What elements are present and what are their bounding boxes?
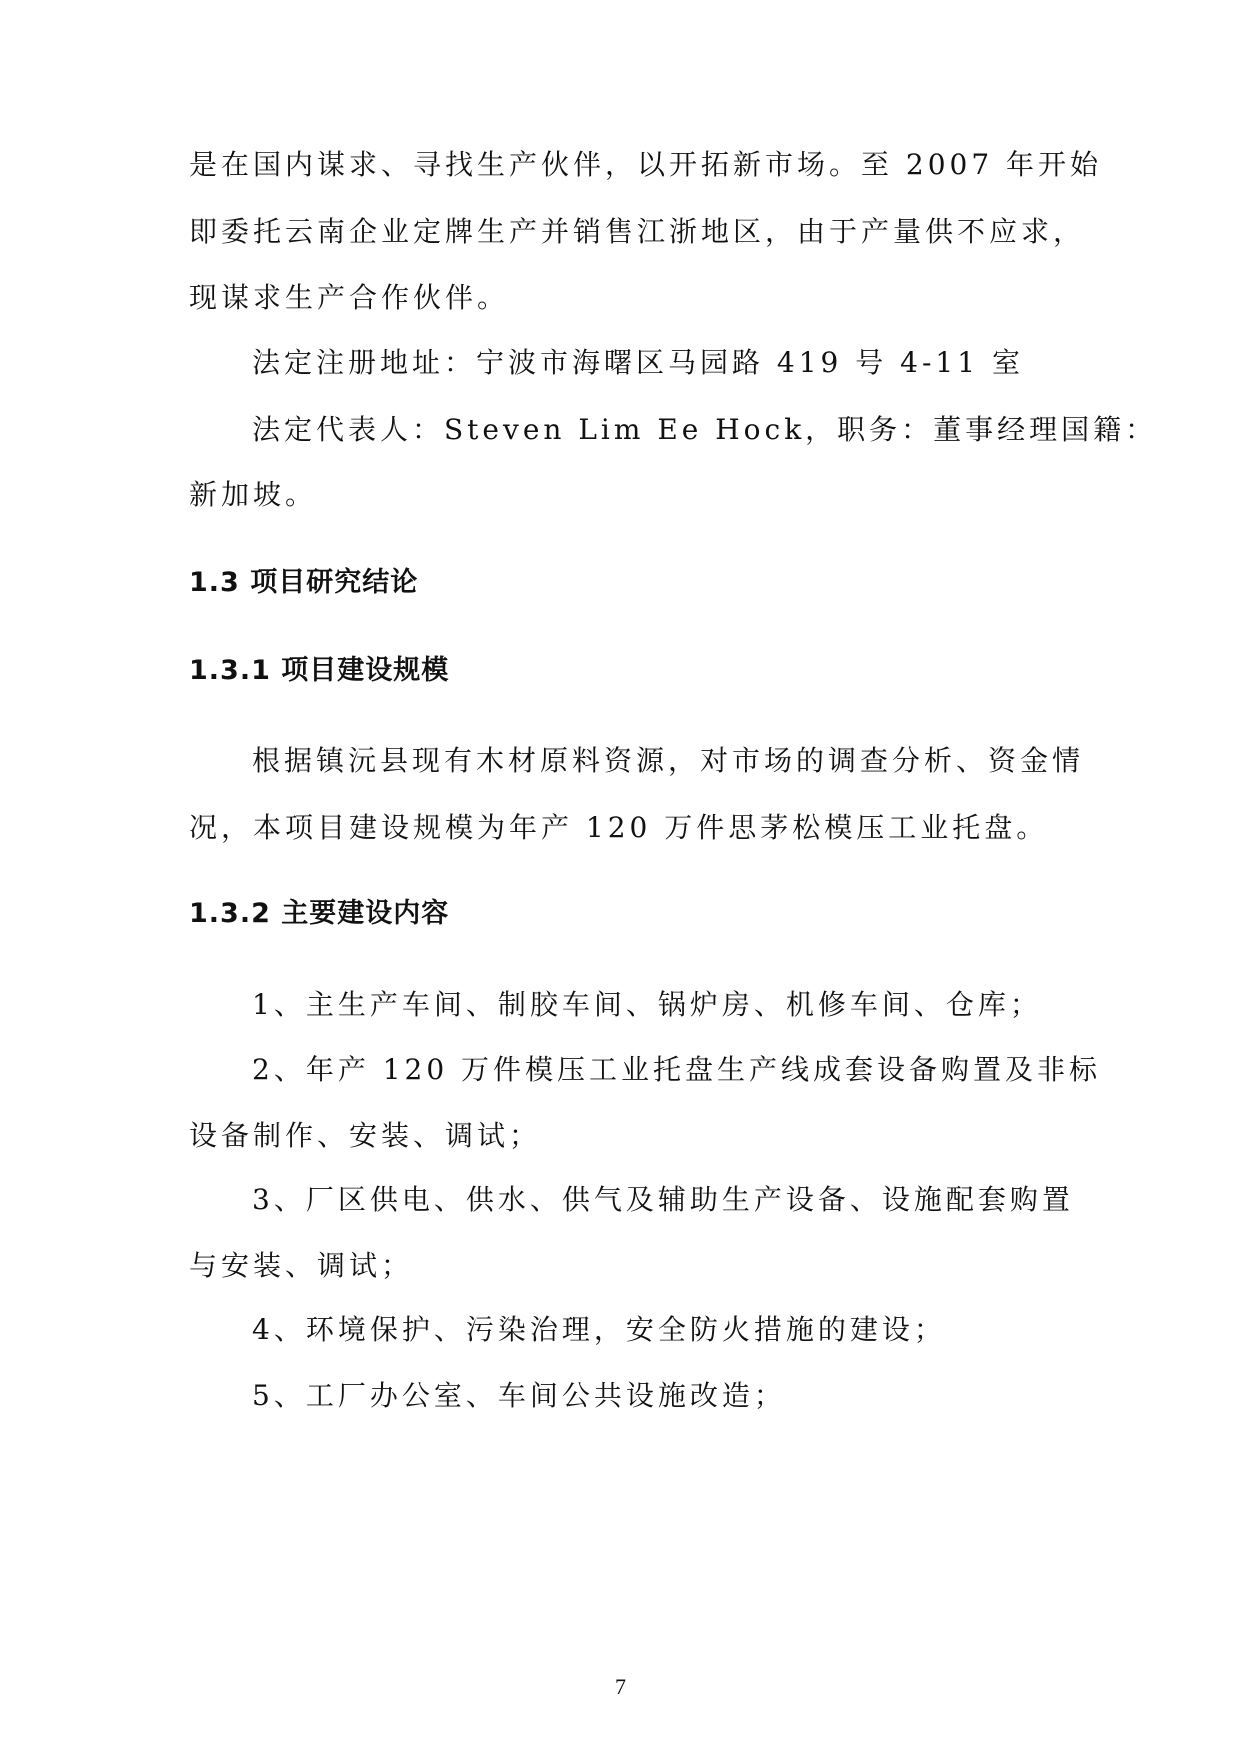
list-item: 4、环境保护、污染治理，安全防火措施的建设； (252, 1313, 946, 1346)
legal-representative-line: 新加坡。 (189, 478, 318, 511)
list-item: 2、年产 120 万件模压工业托盘生产线成套设备购置及非标 (252, 1053, 1102, 1086)
list-item: 5、工厂办公室、车间公共设施改造； (252, 1379, 786, 1412)
page-number: 7 (615, 1674, 626, 1699)
section-heading-1-3-2: 1.3.2 主要建设内容 (189, 898, 450, 929)
legal-representative-line: 法定代表人：Steven Lim Ee Hock，职务：董事经理国籍： (252, 413, 1158, 446)
list-item: 3、厂区供电、供水、供气及辅助生产设备、设施配套购置 (252, 1183, 1074, 1216)
paragraph-line: 是在国内谋求、寻找生产伙伴，以开拓新市场。至 2007 年开始 (189, 148, 1103, 181)
registered-address: 法定注册地址：宁波市海曙区马园路 419 号 4-11 室 (252, 346, 1024, 379)
paragraph-line: 现谋求生产合作伙伴。 (189, 281, 510, 314)
list-item: 1、主生产车间、制胶车间、锅炉房、机修车间、仓库； (252, 988, 1042, 1021)
paragraph-line: 即委托云南企业定牌生产并销售江浙地区，由于产量供不应求， (189, 215, 1086, 248)
section-heading-1-3: 1.3 项目研究结论 (189, 567, 419, 598)
list-item-continuation: 与安装、调试； (189, 1249, 414, 1282)
scale-paragraph-line: 根据镇沅县现有木材原料资源，对市场的调查分析、资金情 (252, 744, 1085, 777)
scale-paragraph-line: 况，本项目建设规模为年产 120 万件思茅松模压工业托盘。 (189, 811, 1049, 844)
list-item-continuation: 设备制作、安装、调试； (189, 1119, 542, 1152)
section-heading-1-3-1: 1.3.1 项目建设规模 (189, 655, 450, 686)
